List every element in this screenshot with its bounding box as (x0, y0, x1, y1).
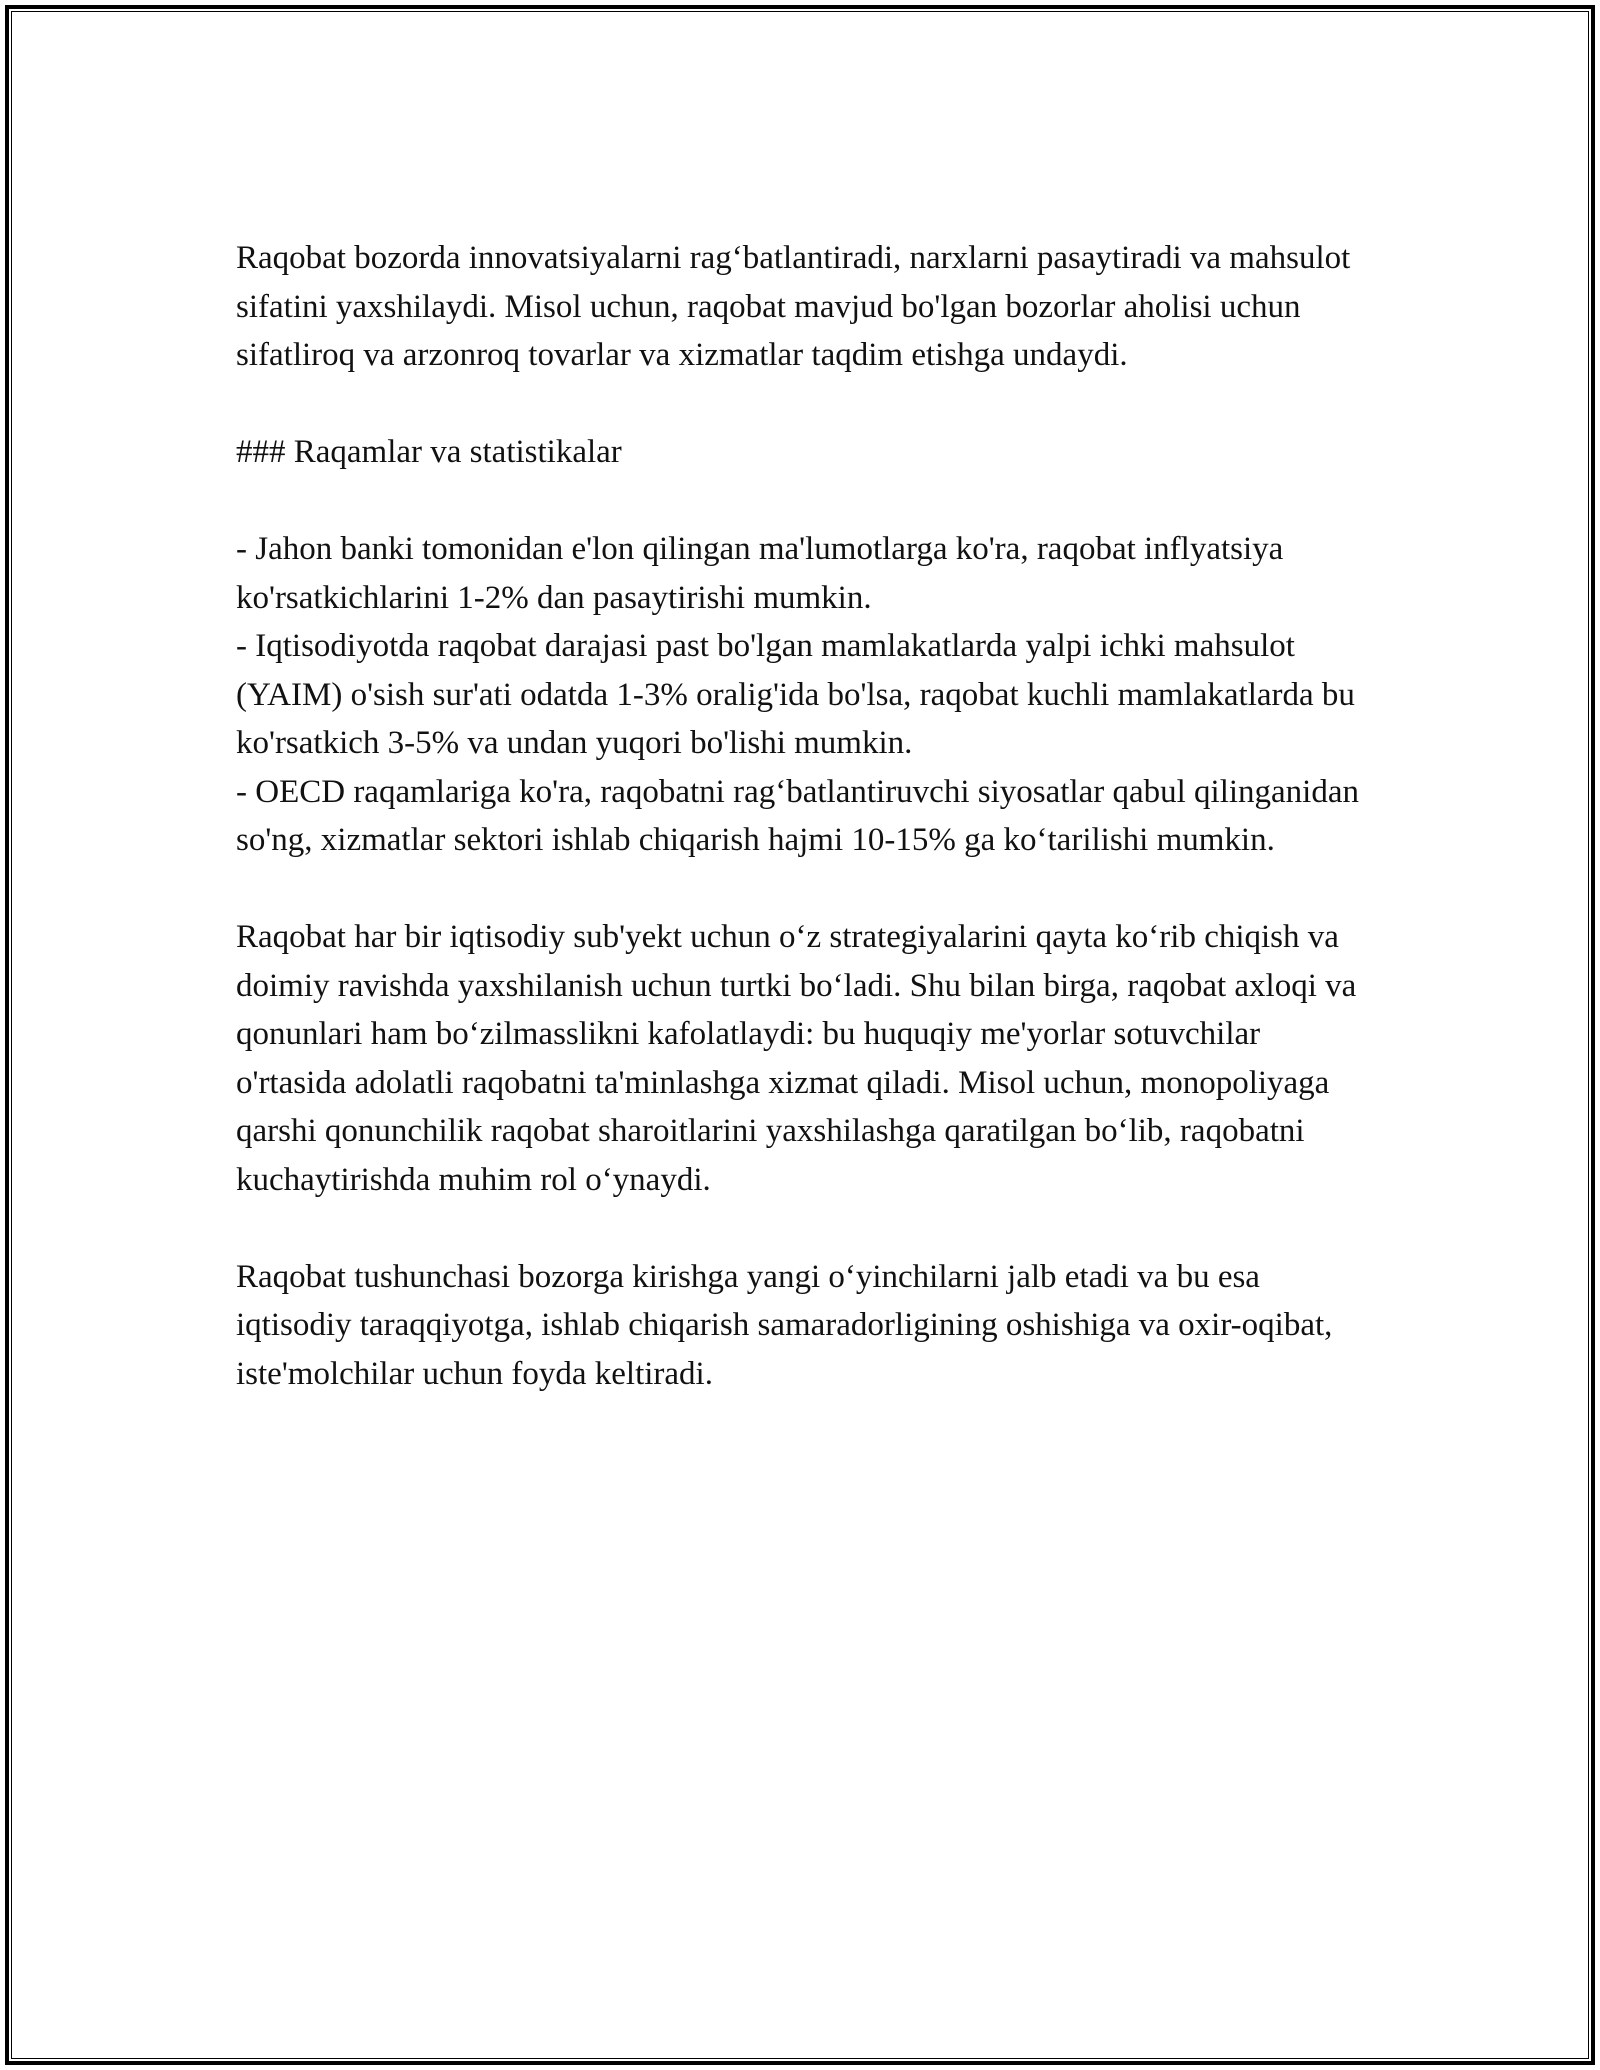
bullet-item: - OECD raqamlariga ko'ra, raqobatni rag‘batlantiruvchi siyosatlar qabul qilinganidan so'ng, xizmatlar sektori ishlab chiqarish hajmi 10-15% ga ko‘tarilishi mumkin. (236, 773, 1359, 858)
document-body (236, 234, 1366, 1398)
closing-paragraph: Raqobat tushunchasi bozorga kirishga yangi o‘yinchilarni jalb etadi va bu esa iqtisodiy taraqqiyotga, ishlab chiqarish samaradorligining oshishiga va oxir-oqibat, iste'molchilar uchun foyda keltiradi. (236, 1258, 1333, 1392)
spacer (236, 865, 1366, 914)
spacer (236, 1204, 1366, 1253)
intro-paragraph: Raqobat bozorda innovatsiyalarni rag‘batlantiradi, narxlarni pasaytiradi va mahsulot sifatini yaxshilaydi. Misol uchun, raqobat mavjud bo'lgan bozorlar aholisi uchun sifatliroq va arzonroq tovarlar va xizmatlar taqdim etishga undaydi. (236, 240, 1351, 373)
spacer (236, 380, 1366, 429)
section-heading: ### Raqamlar va statistikalar (236, 434, 622, 470)
bullet-item: - Iqtisodiyotda raqobat darajasi past bo'lgan mamlakatlarda yalpi ichki mahsulot (YAIM) o'sish sur'ati odatda 1-3% oralig'ida bo'lsa, raqobat kuchli mamlakatlarda bu ko'rsatkich 3-5% va undan yuqori bo'lishi mumkin. (236, 628, 1355, 761)
spacer (236, 477, 1366, 526)
body-paragraph: Raqobat har bir iqtisodiy sub'yekt uchun o‘z strategiyalarini qayta ko‘rib chiqish va doimiy ravishda yaxshilanish uchun turtki bo‘ladi. Shu bilan birga, raqobat axloqi va qonunlari ham bo‘zilmasslikni kafolatlaydi: bu huquqiy me'yorlar sotuvchilar o'rtasida adolatli raqobatni ta'minlashga xizmat qiladi. Misol uchun, monopoliyaga qarshi qonunchilik raqobat sharoitlarini yaxshilashga qaratilgan bo‘lib, raqobatni kuchaytirishda muhim rol o‘ynaydi. (236, 919, 1357, 1198)
bullet-item: - Jahon banki tomonidan e'lon qilingan ma'lumotlarga ko'ra, raqobat inflyatsiya ko'rsatkichlarini 1-2% dan pasaytirishi mumkin. (236, 531, 1284, 616)
